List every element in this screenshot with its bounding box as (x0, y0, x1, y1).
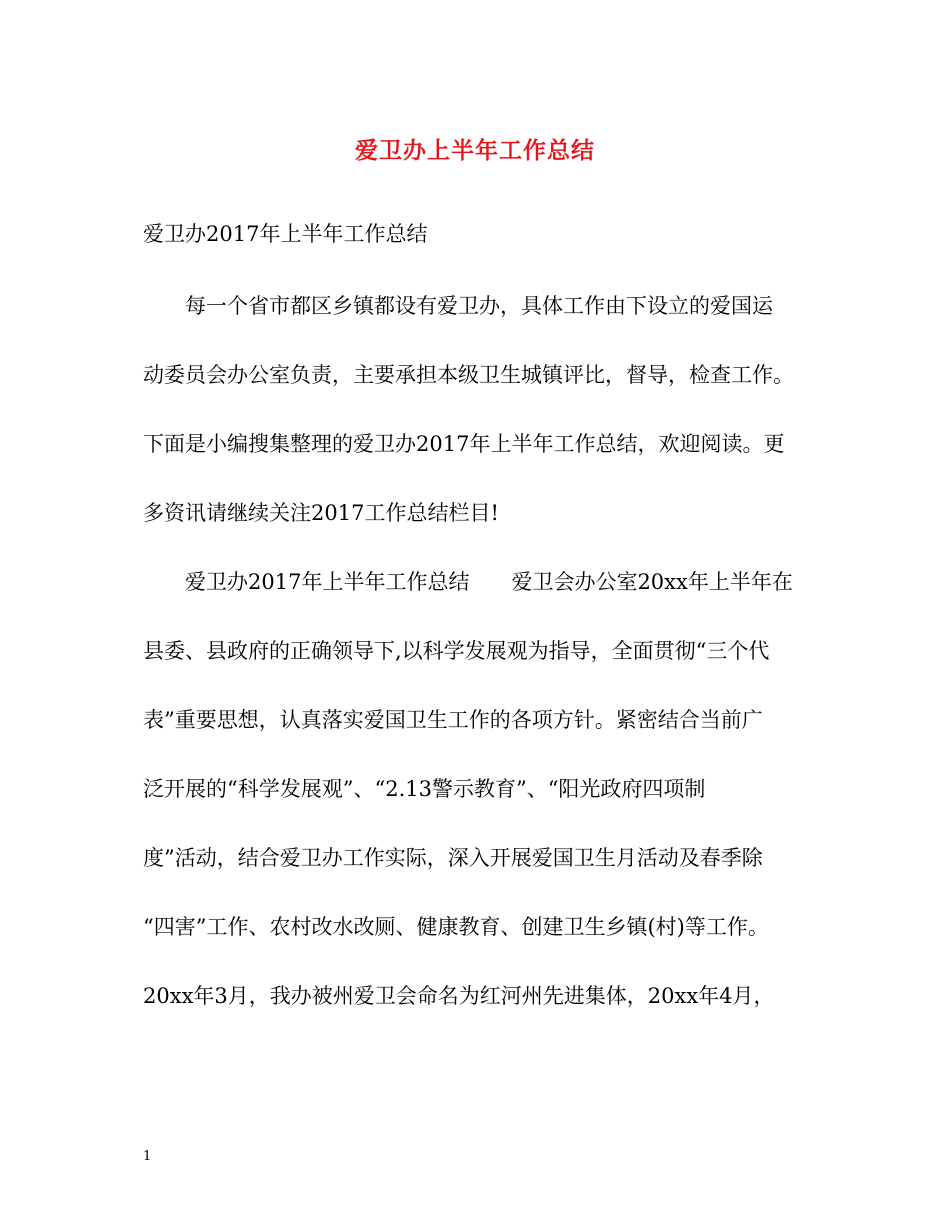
paragraph-line: 泛开展的“科学发展观”、“2.13警示教育”、“阳光政府四项制 (143, 777, 706, 801)
paragraph-line: 表”重要思想，认真落实爱国卫生工作的各项方针。紧密结合当前广 (143, 708, 763, 732)
document-subtitle: 爱卫办2017年上半年工作总结 (143, 222, 428, 246)
paragraph-line: 每一个省市都区乡镇都设有爱卫办，具体工作由下设立的爱国运 (143, 294, 773, 318)
paragraph-line: 20xx年3月，我办被州爱卫会命名为红河州先进集体，20xx年4月， (143, 984, 775, 1008)
paragraph-line: 县委、县政府的正确领导下,以科学发展观为指导，全面贯彻“三个代 (143, 639, 770, 663)
paragraph-line: 度”活动，结合爱卫办工作实际，深入开展爱国卫生月活动及春季除 (143, 846, 763, 870)
paragraph-line: “四害”工作、农村改水改厕、健康教育、创建卫生乡镇(村)等工作。 (143, 915, 769, 939)
document-title: 爱卫办上半年工作总结 (355, 137, 595, 164)
paragraph-line: 下面是小编搜集整理的爱卫办2017年上半年工作总结，欢迎阅读。更 (143, 432, 785, 456)
page-number: 1 (143, 1149, 152, 1164)
paragraph-line: 爱卫办2017年上半年工作总结 爱卫会办公室20xx年上半年在 (143, 570, 793, 594)
paragraph-line: 多资讯请继续关注2017工作总结栏目! (143, 501, 499, 525)
paragraph-line: 动委员会办公室负责，主要承担本级卫生城镇评比，督导，检查工作。 (143, 363, 794, 387)
